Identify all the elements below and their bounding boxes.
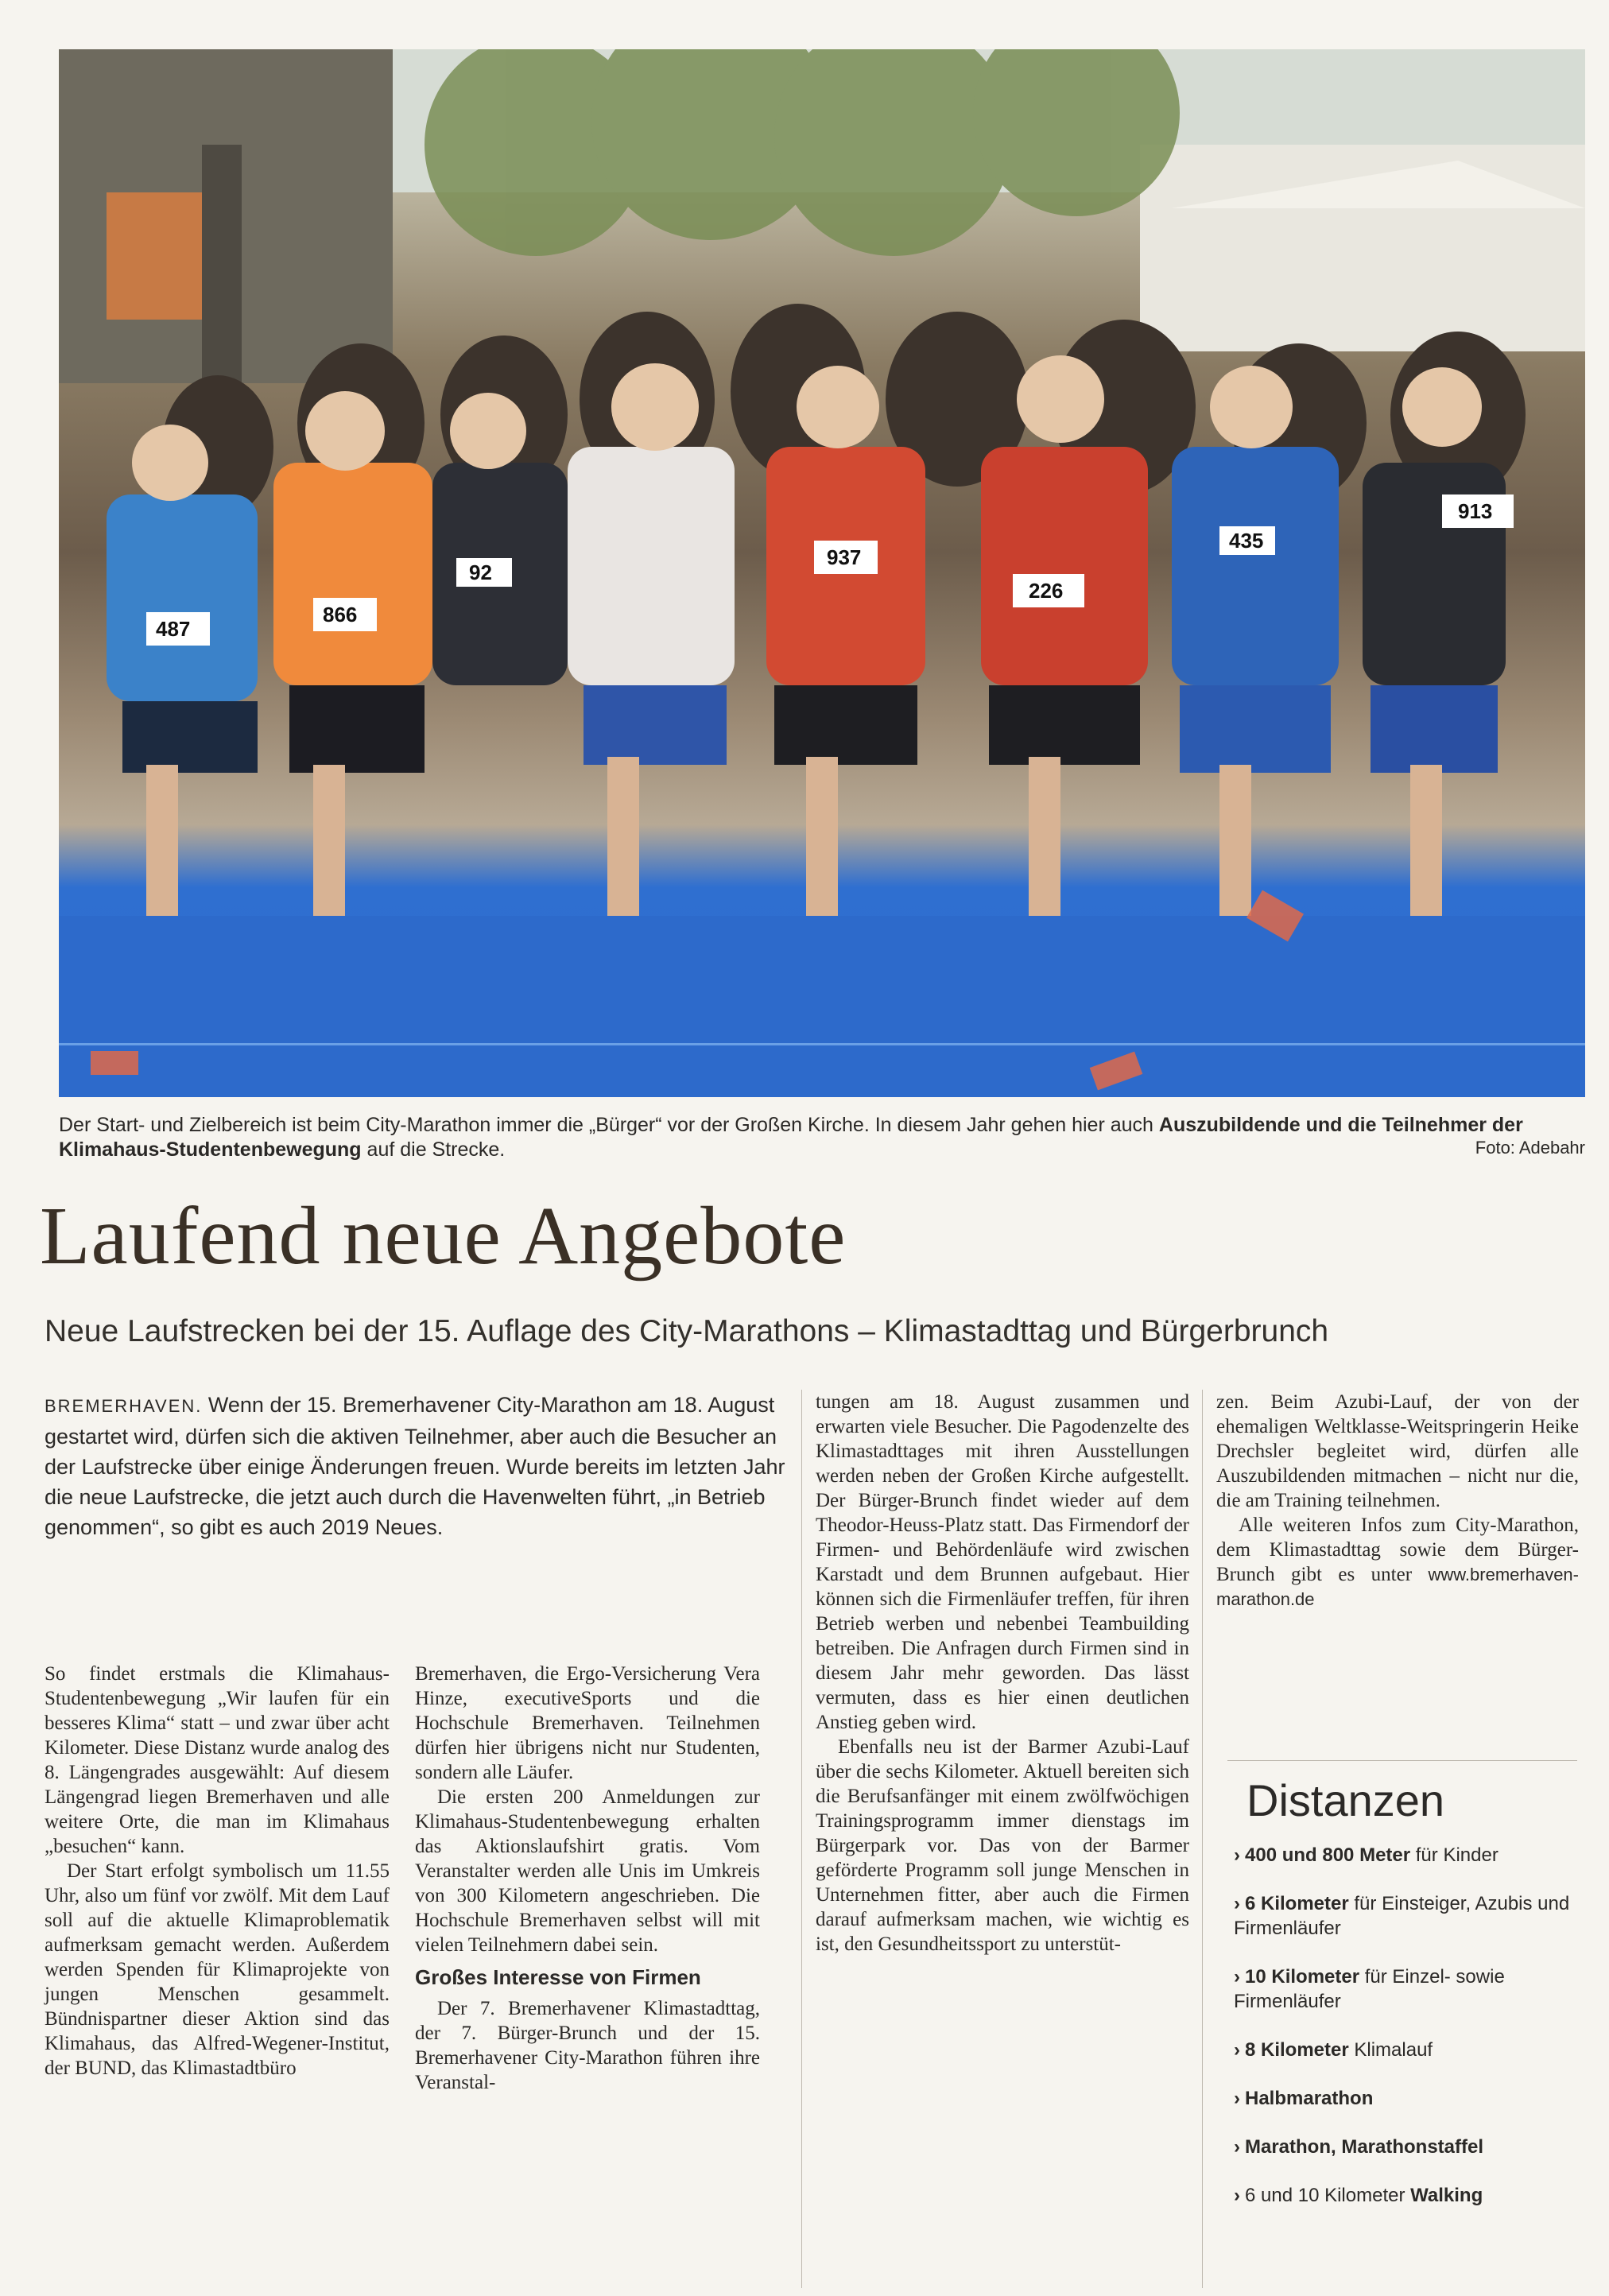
distanz-km: 8 Kilometer [1245, 2039, 1349, 2061]
distanz-item [1227, 1843, 1577, 1867]
bib-5: 226 [1029, 579, 1064, 603]
runners-photo-illustration [59, 49, 1585, 1097]
distanz-km: 10 Kilometer [1245, 1966, 1360, 1988]
distanz-item [1227, 2086, 1577, 2111]
dateline: BREMERHAVEN. [45, 1396, 203, 1416]
lead-paragraph [45, 1390, 792, 1542]
article-photo [59, 49, 1585, 1097]
box-divider [1227, 1760, 1577, 1761]
col1-paragraph-1: So findet erstmals die Klimahaus-Studentenbewegung „Wir laufen für ein besseres Klima“ statt – und zwar über acht Kilometer. Diese Distanz wurde analog des 8. Längengrades ausgewählt: Auf diesem Längengrad liegen Bremerhaven und alle weitere Orte, die man im Klimahaus „besuchen“ kann. [45, 1663, 390, 1857]
caption-text-c: auf die Strecke. [361, 1138, 506, 1161]
col2-paragraph-2: Die ersten 200 Anmeldungen zur Klimahaus-Studentenbewegung erhalten das Aktionslaufshirt gratis. Vom Veranstalter werden alle Unis im Umkreis von 300 Kilometern angeschrieben. Die Hochschule Bremerhaven selbst will mit vielen Teilnehmern dabei sein. [415, 1786, 760, 1956]
distanz-item [1227, 2183, 1577, 2208]
column-divider [1202, 1390, 1203, 2288]
distanz-item [1227, 1891, 1577, 1941]
col4-paragraph-1: zen. Beim Azubi-Lauf, der von der ehemaligen Weltklasse-Weitspringerin Heike Drechsler begleitet wird, dürfen alle Auszubildenden mitmachen – nicht nur die, die am Training teilnehmen. [1216, 1391, 1579, 1511]
photo-credit: Foto: Adebahr [1475, 1138, 1585, 1158]
bib-1: 487 [156, 617, 191, 641]
column-2 [415, 1662, 760, 2095]
col2-paragraph-1: Bremerhaven, die Ergo-Versicherung Vera Hinze, executiveSports und die Hochschule Bremerhaven. Teilnehmen dürfen hier übrigens nicht nur Studenten, sondern alle Läufer. [415, 1663, 760, 1783]
arrow-icon: › [1234, 2136, 1240, 2158]
website-link[interactable]: www.bremerhaven-marathon.de [1216, 1565, 1579, 1609]
arrow-icon: › [1234, 1893, 1240, 1914]
bib-3: 92 [469, 560, 492, 584]
arrow-icon: › [1234, 2185, 1240, 2206]
column-3 [816, 1390, 1189, 1957]
arrow-icon: › [1234, 2088, 1240, 2109]
distanz-item [1227, 2135, 1577, 2159]
column-4 [1216, 1390, 1579, 1611]
bib-7: 913 [1458, 499, 1493, 523]
distanz-km: 6 Kilometer [1245, 1893, 1349, 1914]
arrow-icon: › [1234, 1844, 1240, 1866]
distanz-item [1227, 2038, 1577, 2062]
subheadline: Neue Laufstrecken bei der 15. Auflage des City-Marathons – Klimastadttag und Bürgerbrunch [45, 1314, 1329, 1348]
distanzen-title: Distanzen [1246, 1775, 1445, 1825]
distanz-desc: für Kinder [1410, 1844, 1499, 1866]
column-1 [45, 1662, 390, 2081]
distanz-km: Walking [1410, 2185, 1483, 2206]
arrow-icon: › [1234, 1966, 1240, 1988]
photo-caption [59, 1113, 1585, 1162]
distanz-km: Marathon, Marathonstaffel [1245, 2136, 1484, 2158]
distanz-km: Halbmarathon [1245, 2088, 1374, 2109]
bib-2: 866 [323, 603, 358, 626]
lead-text: Wenn der 15. Bremerhavener City-Marathon am 18. August gestartet wird, dürfen sich die aktiven Teilnehmer, aber auch die Besucher an der Laufstrecke über einige Änderungen freuen. Wurde bereits im letzten Jahr die neue Laufstrecke, die jetzt auch durch die Havenwelten führt, „in Betrieb genommen“, so gibt es auch 2019 Neues. [45, 1393, 785, 1539]
col4-paragraph-2 [1216, 1513, 1579, 1611]
col1-paragraph-2: Der Start erfolgt symbolisch um 11.55 Uhr, also um fünf vor zwölf. Mit dem Lauf soll auf die aktuelle Klimaproblematik aufmerksam gemacht werden. Außerdem werden Spenden für Klimaprojekte von jungen Menschen gesammelt. Bündnispartner dieser Aktion sind das Klimahaus, das Alfred-Wegener-Institut, der BUND, das Klimastadtbüro [45, 1860, 390, 2079]
arrow-icon: › [1234, 2039, 1240, 2061]
section-heading: Großes Interesse von Firmen [415, 1965, 701, 1989]
headline: Laufend neue Angebote [40, 1190, 847, 1282]
distanz-desc: für Einzel- sowie Firmenläufer [1234, 1966, 1505, 2012]
caption-text-a: Der Start- und Zielbereich ist beim City-Marathon immer die „Bürger“ vor der Großen Kirche. In diesem Jahr gehen hier auch [59, 1114, 1159, 1136]
column-divider [801, 1390, 802, 2288]
distanz-desc: Klimalauf [1348, 2039, 1433, 2061]
distanz-km: 400 und 800 Meter [1245, 1844, 1411, 1866]
col3-paragraph-1: tungen am 18. August zusammen und erwarten viele Besucher. Die Pagodenzelte des Klimastadttages mit ihren Ausstellungen werden neben der Großen Kirche aufgestellt. Der Bürger-Brunch findet wieder auf dem Theodor-Heuss-Platz statt. Das Firmendorf der Firmen- und Behördenläufe wird zwischen Karstadt und dem Brunnen aufgebaut. Hier können sich die Firmenläufer treffen, für ihren Betrieb werben und nebenbei Teambuilding betreiben. Die Anfragen durch Firmen sind in diesem Jahr mehr geworden. Das lässt vermuten, dass es hier einen deutlichen Anstieg geben wird. [816, 1391, 1189, 1733]
distanz-desc: für Einsteiger, Azubis und Firmenläufer [1234, 1893, 1570, 1939]
col3-paragraph-2: Ebenfalls neu ist der Barmer Azubi-Lauf über die sechs Kilometer. Aktuell bereiten sich die Berufsanfänger mit einem zwölfwöchigen Trainingsprogramm immer dienstags im Bürgerpark vor. Das von der Barmer geförderte Programm soll junge Menschen in Unternehmen fitter, aber auch die Firmen darauf aufmerksam machen, wie wichtig es ist, den Gesundheitssport zu unterstüt- [816, 1736, 1189, 1955]
col4-paragraph-2-text: Alle weiteren Infos zum City-Marathon, dem Klimastadttag sowie dem Bürger-Brunch gibt es unter [1216, 1515, 1579, 1585]
distanzen-box [1227, 1773, 1577, 2282]
bib-4: 937 [827, 545, 862, 569]
caption-text-b: Auszubildende und die Teilnehmer der Klimahaus-Studentenbewegung [59, 1114, 1523, 1161]
distanz-item [1227, 1964, 1577, 2014]
bib-6: 435 [1229, 529, 1264, 553]
distanz-prefix: 6 und 10 Kilometer [1245, 2185, 1411, 2206]
col2-paragraph-3: Der 7. Bremerhavener Klimastadttag, der 7. Bürger-Brunch und der 15. Bremerhavener City-Marathon führen ihre Veranstal- [415, 1998, 760, 2093]
